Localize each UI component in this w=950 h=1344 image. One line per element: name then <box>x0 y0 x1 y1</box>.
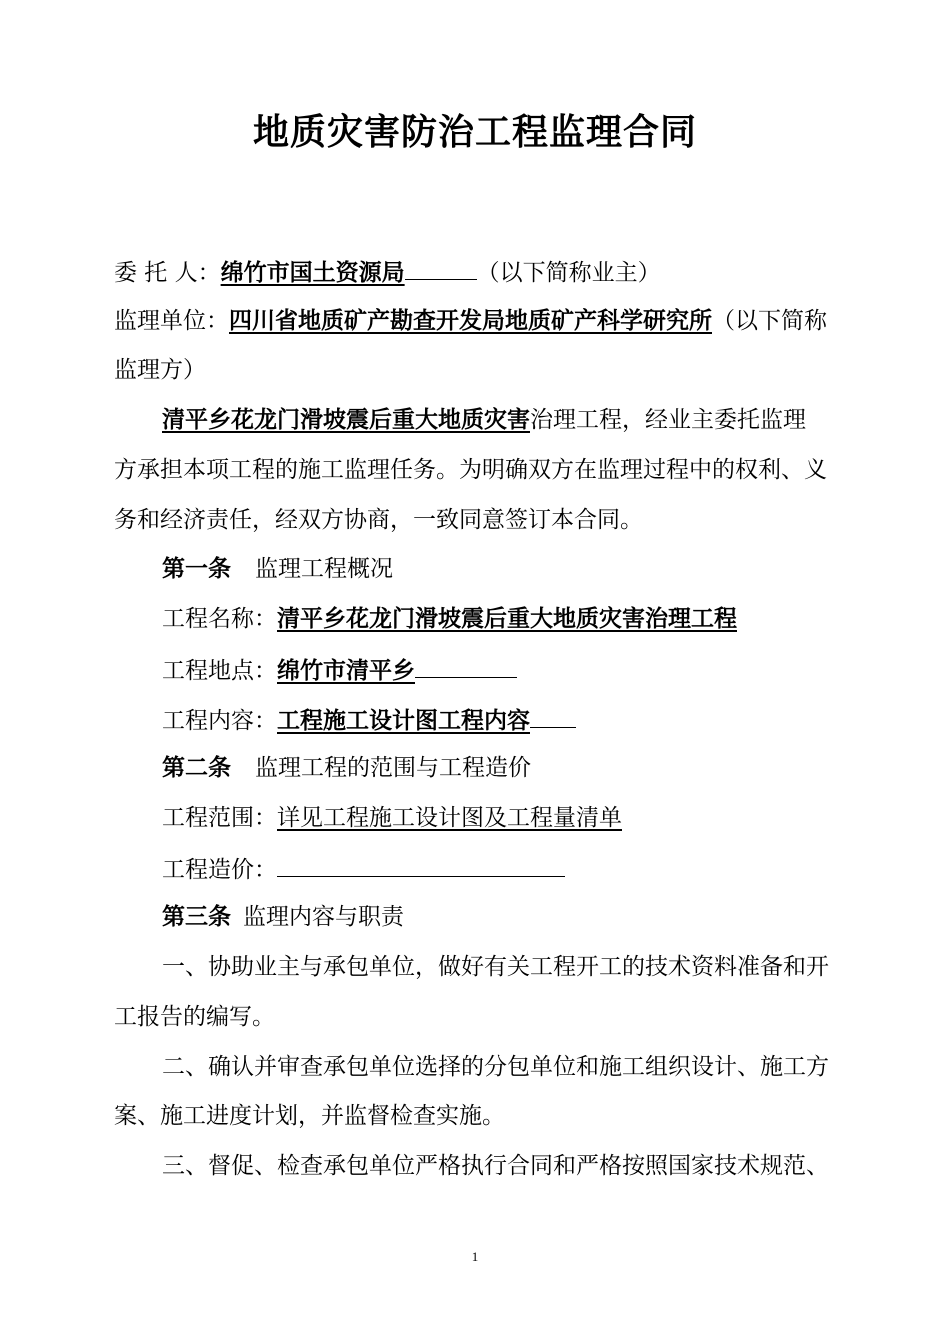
intro-project: 清平乡花龙门滑坡震后重大地质灾害 <box>162 406 530 433</box>
page-number: 1 <box>471 1249 479 1264</box>
item-1-line-1: 一、协助业主与承包单位，做好有关工程开工的技术资料准备和开 <box>162 954 829 980</box>
client-value: 绵竹市国土资源局 <box>220 259 405 286</box>
client-label: 委 托 人： <box>114 260 221 286</box>
project-scope-value: 详见工程施工设计图及工程量清单 <box>277 805 622 831</box>
item-2-line-2: 案、施工进度计划，并监督检查实施。 <box>114 1103 505 1129</box>
article-1 <box>162 553 839 585</box>
supervisor-line <box>114 305 839 337</box>
intro-line-3: 务和经济责任，经双方协商，一致同意签订本合同。 <box>114 507 643 533</box>
article-3 <box>162 901 839 933</box>
article-3-heading: 第三条 <box>162 903 231 930</box>
project-name-line <box>162 603 839 635</box>
item-2-line-1: 二、确认并审查承包单位选择的分包单位和施工组织设计、施工方 <box>162 1054 829 1080</box>
project-content-blank <box>530 703 576 728</box>
project-cost-blank <box>277 852 565 877</box>
intro-line-2: 方承担本项工程的施工监理任务。为明确双方在监理过程中的权利、义 <box>114 457 827 483</box>
project-name-label: 工程名称： <box>162 606 277 632</box>
project-name-value: 清平乡花龙门滑坡震后重大地质灾害治理工程 <box>277 605 737 632</box>
item-3-line-1: 三、督促、检查承包单位严格执行合同和严格按照国家技术规范、 <box>162 1153 829 1179</box>
item-1-line-2: 工报告的编写。 <box>114 1004 275 1030</box>
project-location-blank <box>415 653 517 678</box>
supervisor-suffix-line: 监理方） <box>114 357 206 383</box>
project-content-value: 工程施工设计图工程内容 <box>277 707 530 734</box>
project-location-line <box>162 653 839 687</box>
article-2-title: 监理工程的范围与工程造价 <box>255 755 531 781</box>
project-cost-line <box>162 852 839 886</box>
project-scope-line <box>162 802 839 834</box>
project-content-line <box>162 703 839 737</box>
project-scope-label: 工程范围： <box>162 805 277 831</box>
project-content-label: 工程内容： <box>162 708 277 734</box>
intro-line1-rest: 治理工程，经业主委托监理 <box>530 407 806 433</box>
article-2-heading: 第二条 <box>162 754 231 781</box>
project-location-value: 绵竹市清平乡 <box>277 657 415 684</box>
project-cost-label: 工程造价： <box>162 857 277 883</box>
article-2 <box>162 752 839 784</box>
article-1-heading: 第一条 <box>162 555 231 582</box>
article-3-title: 监理内容与职责 <box>243 904 404 930</box>
document-title: 地质灾害防治工程监理合同 <box>252 112 697 153</box>
client-line <box>114 255 839 289</box>
project-location-label: 工程地点： <box>162 658 277 684</box>
client-suffix: （以下简称业主） <box>476 260 661 286</box>
supervisor-suffix: （以下简称 <box>712 308 827 334</box>
client-blank <box>405 255 477 280</box>
intro-line-1 <box>162 404 839 436</box>
article-1-title: 监理工程概况 <box>255 556 393 582</box>
supervisor-label: 监理单位： <box>114 308 229 334</box>
supervisor-value: 四川省地质矿产勘查开发局地质矿产科学研究所 <box>229 307 712 334</box>
